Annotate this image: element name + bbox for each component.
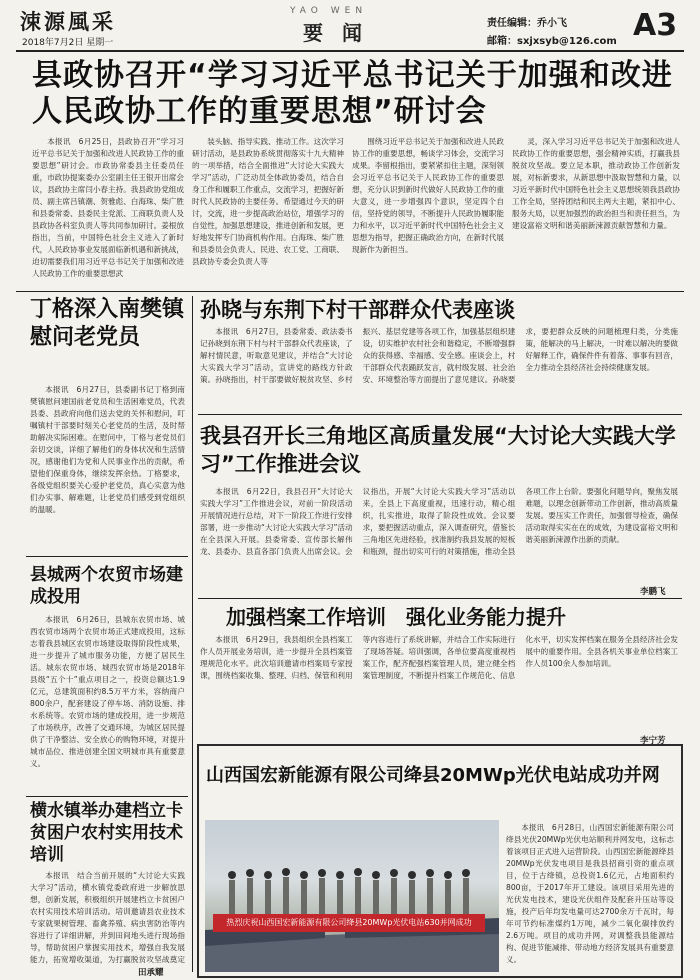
archives-body bbox=[200, 634, 678, 730]
solar-plant-photo bbox=[205, 820, 499, 972]
solar-banner: 热烈庆祝山西国宏新能源有限公司绛县20MWp光伏电站630并网成功 bbox=[213, 914, 485, 932]
hengshui-body bbox=[30, 870, 185, 966]
left-rule-2 bbox=[26, 796, 188, 797]
market-text: 本报讯 6月26日，县城东农贸市场、城西农贸市场两个农贸市场正式建成投用，这标志着我县城区农贸市场建设取得阶段性成果，进一步提升了城市服务功能，方便了居民生活。城东农贸市场、城西农贸市场是2018年县级“五个十”重点项目之一，投资总额达1.9亿元，总建筑面积约8.5万平方米，容纳商户800余户，配套建设了停车场、消防设施、排水系统等。农贸市场的建成投用，进一步规范了市场秩序，改善了交通环境，为城区居民提供了干净整洁、安全放心的购物环境，对提升城市品位、推进创建全国文明城市具有重要意义。 bbox=[30, 615, 185, 768]
column-divider bbox=[192, 296, 193, 972]
hengshui-text: 本报讯 结合当前开展的“大讨论大实践大学习”活动，横水镇党委政府进一步解放思想，创新发展，积极组织开展建档立卡贫困户农村实用技术培训活动。培训邀请县农业技术专家就果树管理、畜禽养殖、病虫害防治等内容进行了详细讲解，并到田间地头进行现场指导，帮助贫困户掌握实用技术，增强自我发展能力，拓宽增收渠道，为打赢脱贫攻坚战奠定 bbox=[30, 871, 185, 964]
header-rule bbox=[16, 50, 684, 52]
lead-col-2 bbox=[192, 136, 344, 288]
market-headline: 县城两个农贸市场建成投用 bbox=[30, 565, 183, 607]
editor-line: 责任编辑：乔小飞 bbox=[487, 18, 567, 29]
sun-text: 本报讯 6月27日，县委常委、政法委书记孙晓到东荆下村与村干部群众代表座谈，了解村情民意，听取意见建议，并结合“大讨论大实践大学习”活动，宣讲党的路线方针政策。孙晓指出，村干部要做好脱贫攻坚、乡村振兴、基层党建等各项工作，加强基层组织建设，切实维护农村社会和谐稳定，不断增强群众的获得感、幸福感、安全感。座谈会上，村干部群众代表踊跃发言，就村级发展、社会治安、环境整治等方面提出了意见建议。孙晓要求，要把群众反映的问题梳理归类，分类施策，能解决的马上解决，一时难以解决的要做好解释工作，确保件件有着落、事事有回音，全力推动全县经济社会持续健康发展。 bbox=[200, 327, 678, 384]
solar-headline: 山西国宏新能源有限公司绛县20MWp光伏电站成功并网 bbox=[206, 765, 660, 786]
lead-col-4 bbox=[512, 136, 680, 288]
lead-col-4-text: 灵，深入学习习近平总书记关于加强和改进人民政协工作的重要思想，强会精神实质，打赢我县脱贫攻坚战。要立足本职，推动政协工作创新发展，对标新要求，从新思想中汲取智慧和力量，以习近平新时代中国特色社会主义思想统领我县政协工作全局，坚持团结和民主两大主题，紧扣中心、服务大局，以更加强烈的政治担当和责任担当，为建设富裕文明和谐美丽新涑源贡献智慧和力量。 bbox=[512, 137, 680, 230]
market-body bbox=[30, 614, 185, 790]
lead-col-1-text: 本报讯 6月25日，县政协召开“学习习近平总书记关于加强和改进人民政协工作的重要思想”研讨会。市政协常委县主任委员任重，市政协提案委办公室副主任王银开出席会议，县政协主席闫小春主持。我县政协党组成员、副主席吕镇潮、贺雅彪、白海珠、柴广胜和县委常委、县委民主党派、工商联负责人及县政协各科室负责人等共同参加研讨。姜根放指出，当前，中国特色社会主义进入了新时代，人民政协事业发展面临新机遇和新挑战，迫切需要我们用习近平总书记关于加强和改进人民政协工作的重要思想武 bbox=[32, 137, 184, 278]
lead-col-3-text: 围绕习近平总书记关于加强和改进人民政协工作的重要思想，畅谈学习体会，交流学习成果。李留根指出，要紧紧扣住主题，深刻领会习近平总书记关于人民政协工作的重要思想，充分认识到新时代做好人民政协工作的重大意义，进一步增强四个意识，坚定四个自信，坚持党的领导，不断提升人民政协履职能力和水平，以习近平新时代中国特色社会主义思想为指导，把握正确政治方向，在新时代展现新作为新担当。 bbox=[352, 137, 504, 254]
sun-headline: 孙晓与东荆下村干部群众代表座谈 bbox=[200, 298, 515, 322]
archives-text: 本报讯 6月29日，我县组织全县档案工作人员开展业务培训，进一步提升全县档案管理规范化水平。此次培训邀请市档案局专家授课，围绕档案收集、整理、归档、保管和利用等内容进行了系统讲解，并结合工作实际进行了现场答疑。培训强调，各单位要高度重视档案工作，配齐配强档案管理人员，建立健全档案管理制度，不断提升档案工作规范化、信息化水平，切实发挥档案在服务全县经济社会发展中的重要作用。全县各机关事业单位档案工作人员100余人参加培训。 bbox=[200, 635, 678, 680]
yangtze-headline: 我县召开长三角地区高质量发展“大讨论大实践大学习”工作推进会议 bbox=[200, 424, 676, 476]
yangtze-body bbox=[200, 486, 678, 582]
email-line: 邮箱：sxjxsyb@126.com bbox=[487, 36, 617, 47]
lead-headline: 县政协召开“学习习近平总书记关于加强和改进人民政协工作的重要思想”研讨会 bbox=[32, 58, 673, 129]
yangtze-text: 本报讯 6月22日，我县召开“大讨论大实践大学习”工作推进会议，对前一阶段活动开展情况进行总结，对下一阶段工作进行安排部署，进一步推动“大讨论大实践大学习”活动在全县深入开展。县委常委、宣传部长解伟龙、县委办、县直各部门负责人出席会议。会议指出，开展“大讨论大实践大学习”活动以来，全县上下高度重视，迅速行动，精心组织，扎实推进，取得了阶段性成效。会议要求，要把握活动重点，深入调查研究，借鉴长三角地区先进经验，找准制约我县发展的短板和瓶颈，提出切实可行的对策措施，推动全县各项工作上台阶。要强化问题导向，聚焦发展难题，以理念创新带动工作创新，推动高质量发展。要压实工作责任，加强督导检查，确保活动取得实实在在的成效，为建设富裕文明和谐美丽新涑源作出新的贡献。 bbox=[200, 487, 678, 556]
ding-text: 本报讯 6月27日，县委副书记丁格到南樊镇慰问建国前老党员和生活困难党员，代表县委、县政府向他们送去党的关怀和慰问，叮嘱镇村干部要时刻关心老党员的生活，及时帮助解决实际困难。在慰问中，丁格与老党员们亲切交谈，详细了解他们的身体状况和生活情况，感谢他们为党和人民事业作出的贡献，希望他们保重身体，继续发挥余热。丁格要求，各级党组织要关心爱护老党员，真心实意为他们办实事、解难题，让老党员们感受到党组织的温暖。 bbox=[30, 385, 185, 514]
archives-headline: 加强档案工作培训 强化业务能力提升 bbox=[226, 605, 566, 629]
ding-headline: 丁格深入南樊镇慰问老党员 bbox=[30, 297, 185, 350]
sun-rule bbox=[198, 414, 682, 415]
hengshui-headline: 横水镇举办建档立卡贫困户农村实用技术培训 bbox=[30, 801, 183, 865]
lead-col-1 bbox=[32, 136, 184, 288]
section-title: 要 闻 bbox=[303, 21, 368, 45]
lead-rule bbox=[16, 291, 684, 292]
lead-col-3 bbox=[352, 136, 504, 288]
yangtze-rule bbox=[198, 598, 682, 599]
newspaper-logo: 涑源風采 bbox=[20, 9, 116, 34]
yangtze-author: 李鹏飞 bbox=[640, 587, 666, 597]
solar-text: 本报讯 6月28日，山西国宏新能源有限公司绛县光伏20MWp光伏电站顺利并网发电，这标志着该项目正式进入运营阶段。山西国宏新能源绛县20MWp光伏发电项目是我县招商引资的重点项目，位于古绛镇，总投资1.6亿元，占地面积约800亩，于2017年开工建设。该项目采用先进的光伏发电技术，建设光伏组件及配套升压站等设施，投产后年均发电量可达2700余万千瓦时，每年可节约标准煤约1万吨，减少二氧化碳排放约2.6万吨。项目的成功并网，对调整我县能源结构、促进节能减排、带动地方经济发展具有重要意义。 bbox=[506, 823, 674, 964]
solar-panels-illustration bbox=[205, 820, 499, 972]
ding-body bbox=[30, 384, 185, 550]
section-en: YAO WEN bbox=[290, 6, 368, 16]
left-rule-1 bbox=[26, 556, 188, 557]
solar-body bbox=[506, 822, 674, 968]
issue-date: 2018年7月2日 星期一 bbox=[22, 38, 114, 48]
lead-col-2-text: 装头脑、指导实践、推动工作。这次学习研讨活动，是县政协系统贯彻落实十九大精神的一项举措，结合全面推进“大讨论大实践大学习”活动，广泛动员全体政协委员，结合自身工作和履职工作重点，交流学习，把握好新时代人民政协的主要任务。希望通过今天的研讨，交流，进一步提高政治站位，增强学习的自觉性，加强思想建设，推进创新和发展，更好地发挥专门协商机构作用。白海珠、柴广胜和县委员会负责人、民进、农工党、工商联、县政协专委会负责人等 bbox=[192, 137, 344, 266]
sun-body bbox=[200, 326, 678, 410]
hengshui-author: 田承耀 bbox=[138, 968, 164, 978]
archives-author: 李宁芳 bbox=[640, 736, 666, 746]
page-number: A3 bbox=[633, 8, 678, 43]
